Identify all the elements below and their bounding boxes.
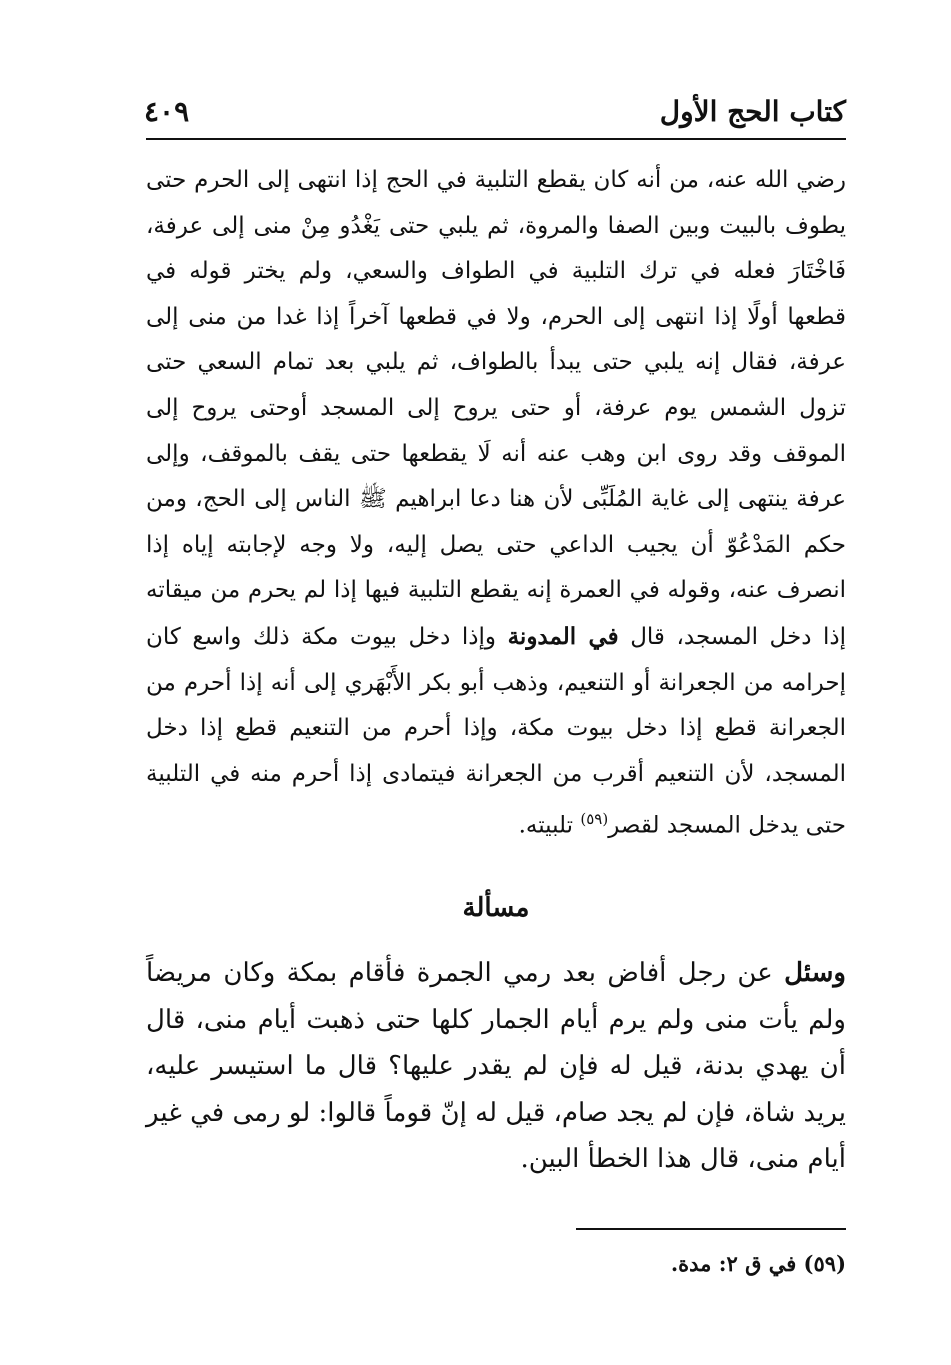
paragraph-text-end: تلبيته. (518, 812, 581, 839)
paragraph-text-2: وإذا دخل بيوت مكة ذلك واسع كان إحرامه من الجعرانة أو التنعيم، وذهب أبو بكر الأَبْهَري إلى أنه إذا أحرم من الجعرانة قطع إذا دخل بيوت مكة، وإذا أحرم من التنعيم قطع إذا دخل المسجد، لأن التنعيم أقرب من الجعرانة فيتمادى إذا أحرم منه في التلبية حتى يدخل المسجد لقصر (146, 623, 846, 839)
header-divider (146, 138, 846, 140)
question-paragraph (146, 950, 846, 1183)
main-paragraph (146, 158, 846, 850)
question-text: عن رجل أفاض بعد رمي الجمرة فأقام بمكة وكان مريضاً ولم يأت منى ولم يرم أيام الجمار كلها حتى ذهبت أيام منى، قال أن يهدي بدنة، قيل له فإن لم يقدر عليها؟ قال ما استيسر عليه، يريد شاة، فإن لم يجد صام، قيل له إنّ قوماً قالوا: لو رمى في غير أيام منى، قال هذا الخطأ البين. (146, 958, 846, 1174)
question-section (146, 950, 846, 1183)
main-text (146, 158, 846, 850)
mudawwana-reference: في المدونة (507, 622, 619, 650)
footnote-reference[interactable]: (٥٩) (580, 810, 609, 829)
question-lead-word: وسئل (784, 958, 846, 988)
page-number: ٤٠٩ (144, 95, 190, 128)
running-header (140, 92, 846, 136)
footnote-divider (576, 1228, 846, 1230)
footnote: (٥٩) في ق ٢: مدة. (670, 1251, 846, 1276)
section-heading: مسألة (462, 893, 530, 923)
header-title: كتاب الحج الأول (659, 95, 846, 128)
paragraph-text-1: رضي الله عنه، من أنه كان يقطع التلبية في الحج إذا انتهى إلى الحرم حتى يطوف بالبيت وبين الصفا والمروة، ثم يلبي حتى يَغْدُو مِنْ منى إلى عرفة، فَاخْتَارَ فعله في ترك التلبية في الطواف والسعي، ولم يختر قوله في قطعها أولًا إذا انتهى إلى الحرم، ولا في قطعها آخراً إذا غدا من منى إلى عرفة، فقال إنه يلبي حتى يبدأ بالطواف، ثم يلبي بعد تمام السعي حتى تزول الشمس يوم عرفة، أو حتى يروح إلى المسجد أوحتى يروح إلى الموقف وقد روى ابن وهب عنه أنه لَا يقطعها حتى يقف بالموقف، وإلى عرفة ينتهى إلى غاية المُلَبِّى لأن هنا دعا ابراهيم ﷺ الناس إلى الحج، ومن حكم المَدْعُوّ أن يجيب الداعي حتى يصل إليه، ولا وجه لإجابته إياه إذا انصرف عنه، وقوله في العمرة إنه يقطع التلبية فيها إذا لم يحرم من ميقاته إذا دخل المسجد، قال (146, 167, 847, 650)
